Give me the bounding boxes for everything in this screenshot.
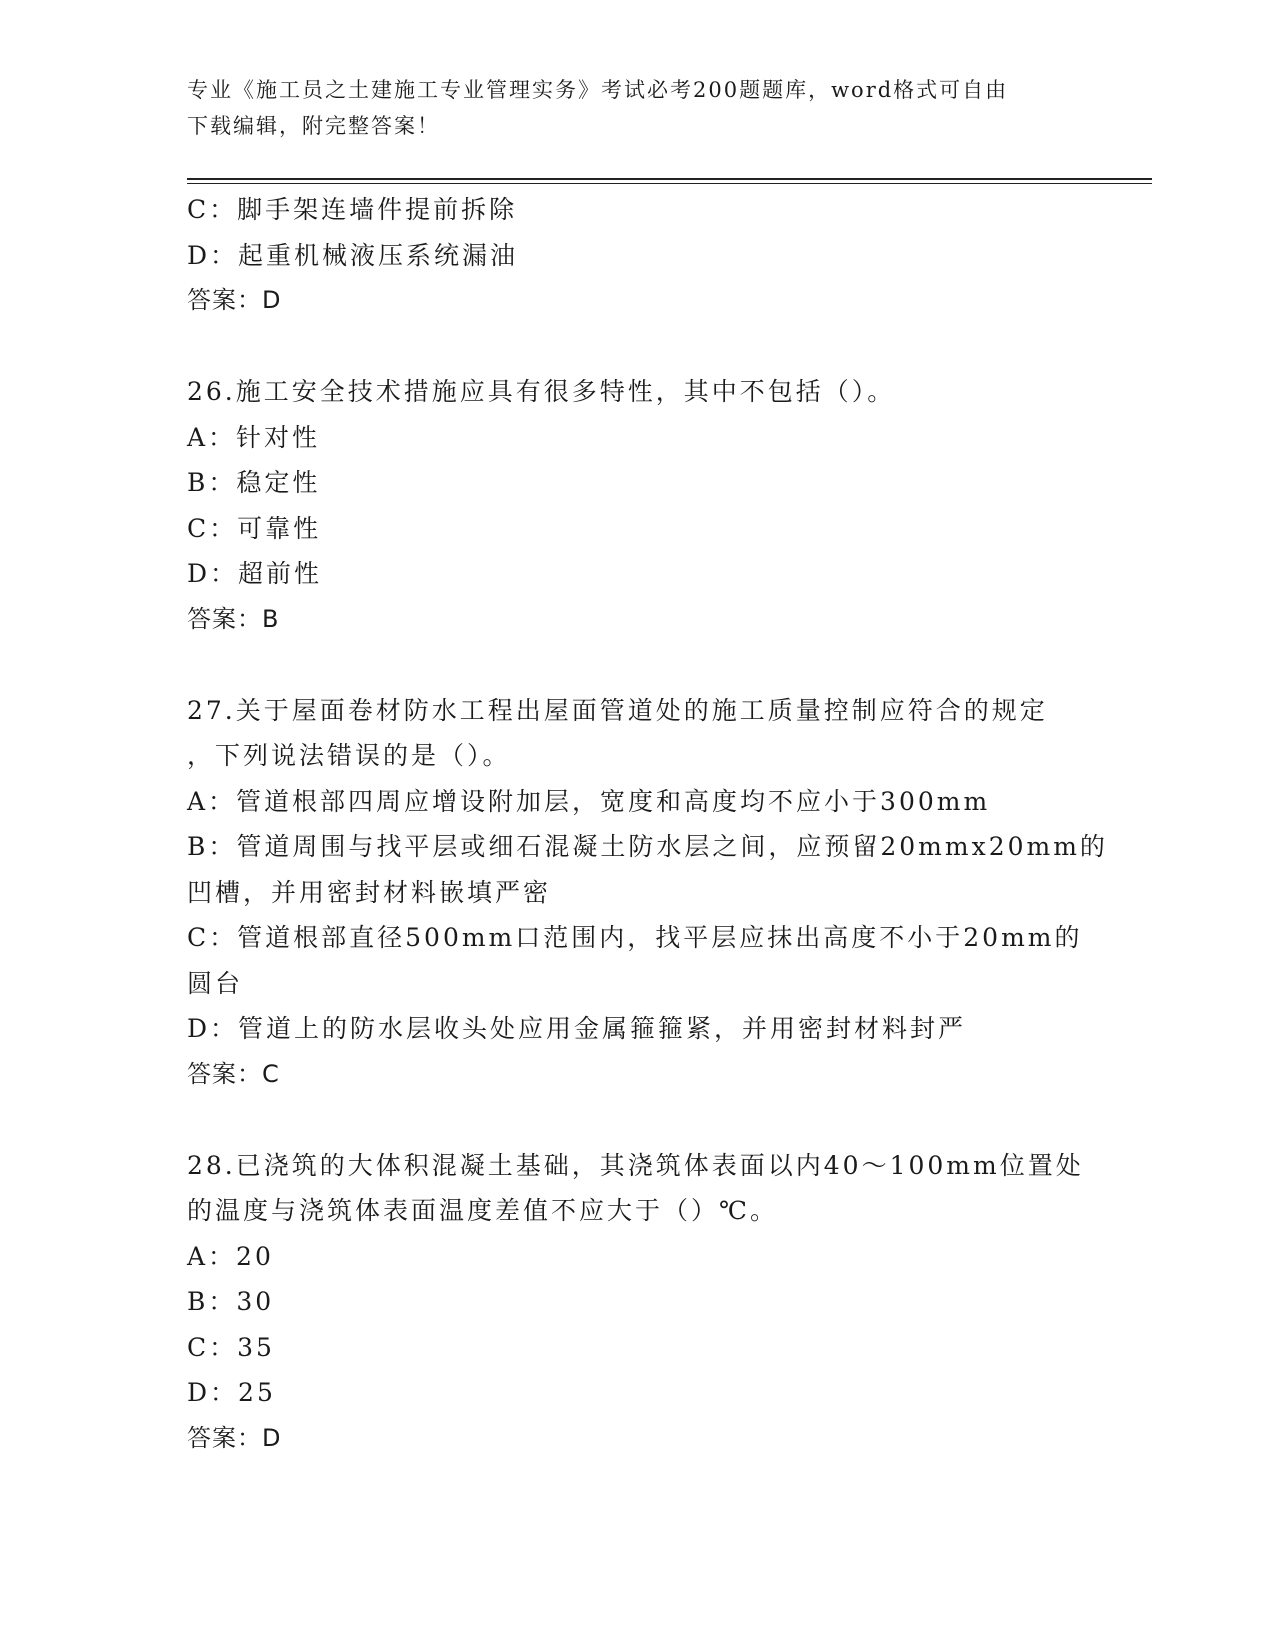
- header-line-1: 专业《施工员之土建施工专业管理实务》考试必考200题题库，word格式可自由: [187, 78, 1009, 102]
- option-c: C：脚手架连墙件提前拆除: [187, 195, 518, 224]
- option-d: D：25: [187, 1378, 276, 1407]
- option-d: D：超前性: [187, 559, 323, 588]
- option-b: B：稳定性: [187, 468, 321, 497]
- option-c: C：可靠性: [187, 513, 322, 543]
- option-a: A：针对性: [187, 422, 321, 452]
- spacer: [187, 642, 1087, 688]
- option-b-cont: 凹槽，并用密封材料嵌填严密: [187, 877, 552, 907]
- question-27: [187, 688, 1108, 1098]
- option-d: D：管道上的防水层收头处应用金属箍箍紧，并用密封材料封严: [187, 1014, 967, 1043]
- question-28: [187, 1143, 1087, 1462]
- question-26: [187, 369, 1087, 642]
- option-b: B：30: [187, 1287, 275, 1316]
- question-text-cont: ，下列说法错误的是（）。: [187, 741, 511, 770]
- answer-line: 答案：D: [187, 286, 282, 314]
- option-c-cont: 圆台: [187, 968, 244, 998]
- option-a: A：20: [187, 1241, 274, 1271]
- option-a: A：管道根部四周应增设附加层，宽度和高度均不应小于300mm: [187, 786, 991, 816]
- prev-question-block: [187, 187, 1087, 324]
- answer-line: 答案：B: [187, 604, 280, 633]
- option-c: C：35: [187, 1332, 275, 1362]
- spacer: [187, 1097, 1087, 1143]
- header-divider-thin: [187, 183, 1152, 184]
- question-text: 28.已浇筑的大体积混凝土基础，其浇筑体表面以内40～100mm位置处: [187, 1150, 1084, 1180]
- option-b: B：管道周围与找平层或细石混凝土防水层之间，应预留20mmx20mm的: [187, 832, 1108, 861]
- option-d: D：起重机械液压系统漏油: [187, 240, 519, 270]
- answer-line: 答案：D: [187, 1423, 282, 1452]
- question-text: 26.施工安全技术措施应具有很多特性，其中不包括（）。: [187, 377, 896, 406]
- question-content: [187, 187, 1108, 1461]
- question-text-cont: 的温度与浇筑体表面温度差值不应大于（）℃。: [187, 1196, 778, 1225]
- document-header: [187, 72, 1067, 144]
- header-line-2: 下载编辑，附完整答案！: [187, 114, 440, 138]
- header-divider-thick: [187, 178, 1152, 180]
- question-text: 27.关于屋面卷材防水工程出屋面管道处的施工质量控制应符合的规定: [187, 695, 1048, 725]
- option-c: C：管道根部直径500mm口范围内，找平层应抹出高度不小于20mm的: [187, 923, 1083, 952]
- answer-line: 答案：C: [187, 1059, 280, 1088]
- spacer: [187, 324, 1087, 370]
